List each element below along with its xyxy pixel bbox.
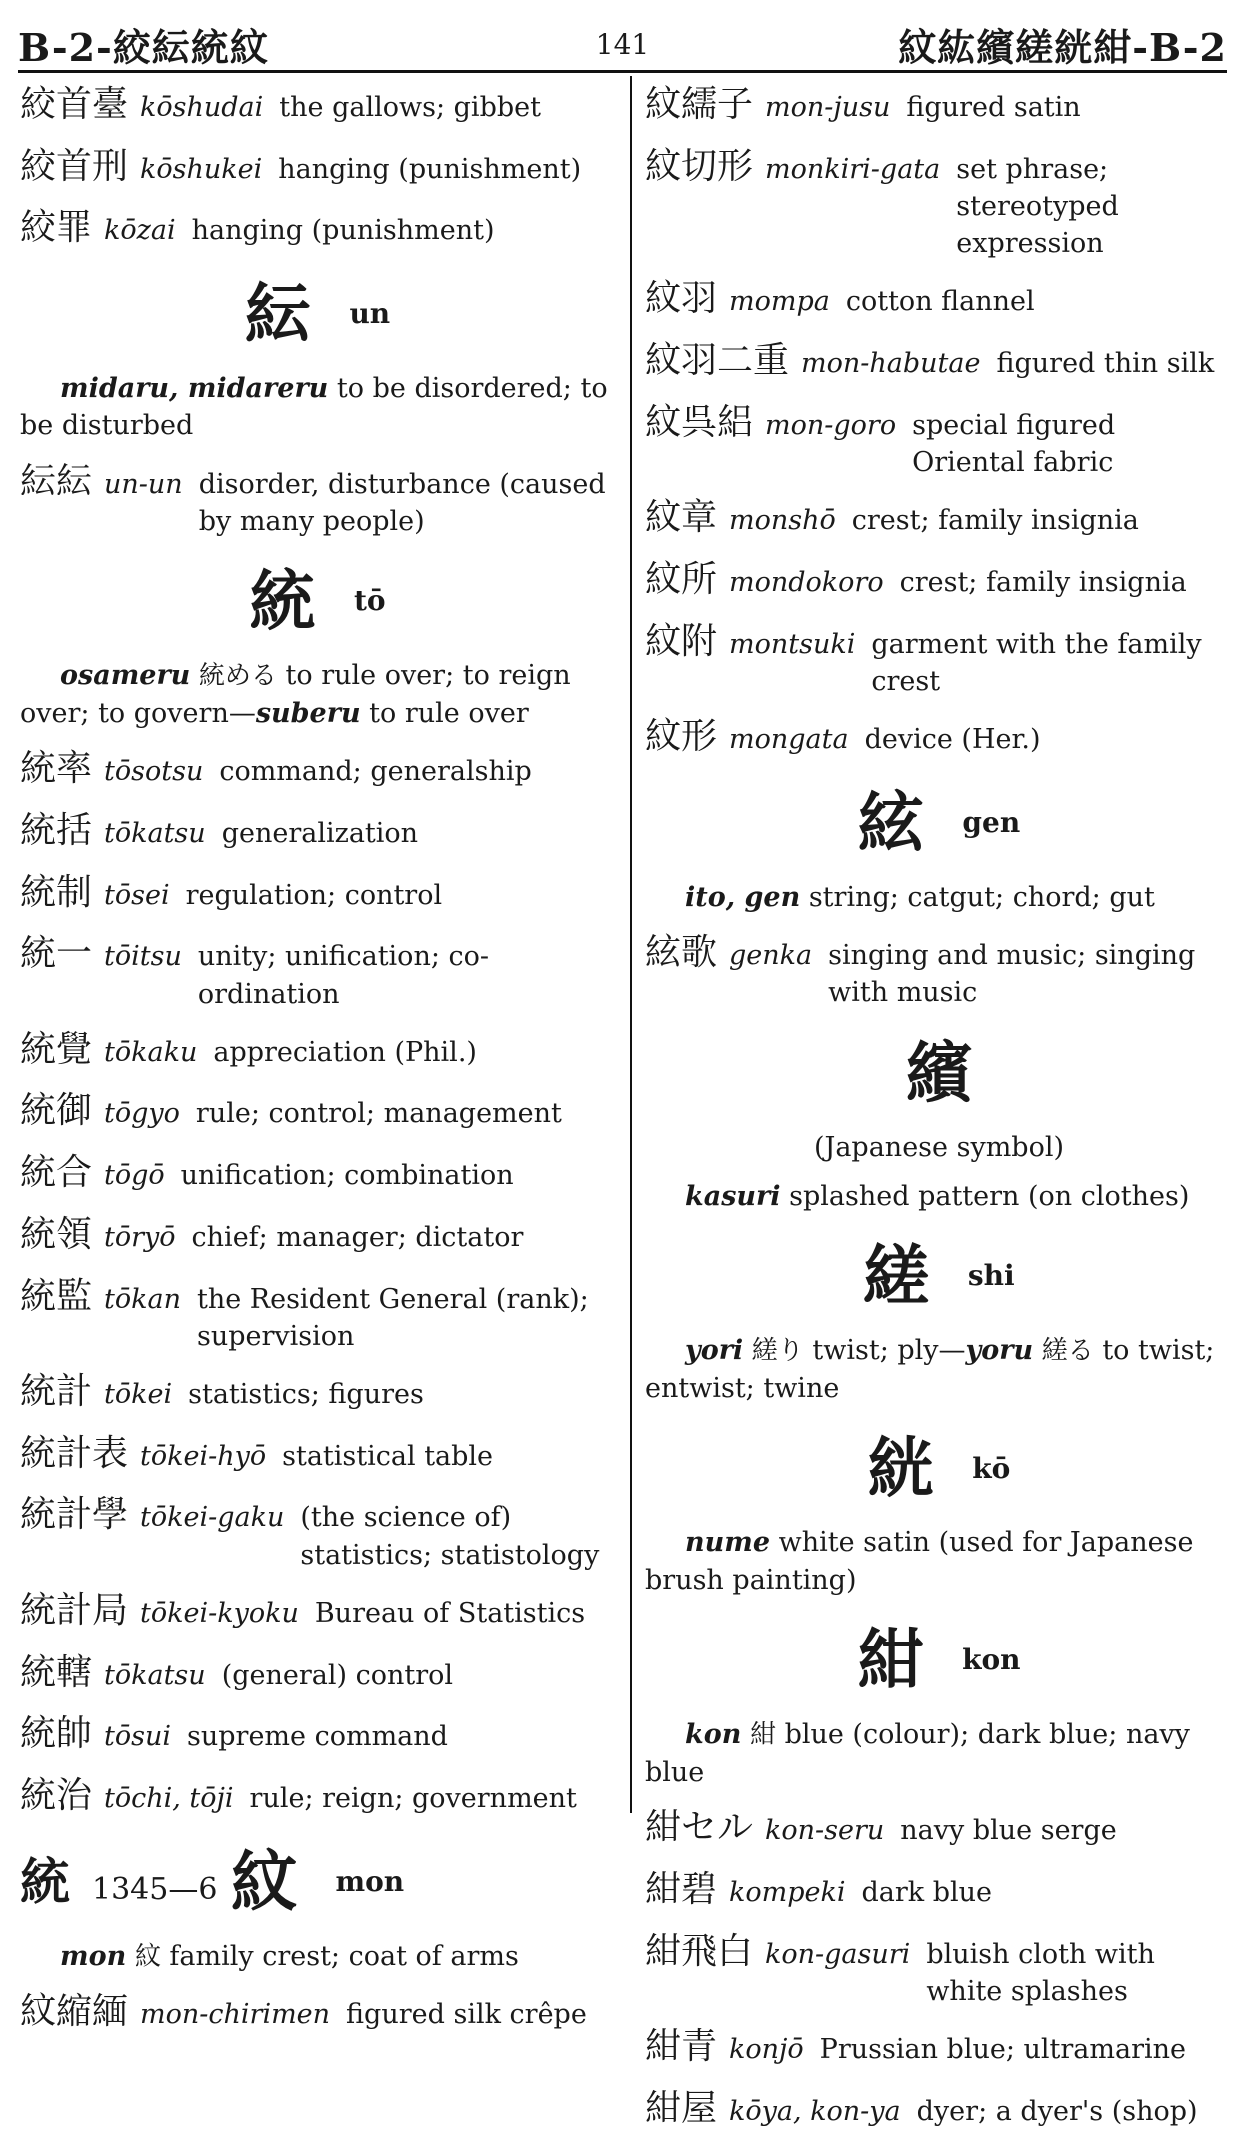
dictionary-entry [645, 274, 1233, 324]
dictionary-entry [645, 1927, 1233, 2011]
romanized-reading: tōkatsu [104, 1659, 206, 1691]
compound-term: 紋繻子 [645, 84, 754, 125]
compound-term: 紋呉絽 [645, 401, 754, 443]
head-character-gen [645, 778, 1233, 869]
kun-reading-sense [645, 1178, 1233, 1215]
sense-text: string; catgut; chord; gut [808, 881, 1155, 913]
page-footer [20, 1842, 217, 1914]
compound-term: 統計學 [20, 1494, 129, 1536]
kun-reading-kanji: 紺 [749, 1720, 776, 1751]
romanized-reading: kōshukei [140, 153, 263, 185]
dictionary-entry [20, 1648, 615, 1698]
kun-reading: nume [685, 1527, 771, 1559]
romanized-reading: mon-chirimen [140, 1999, 331, 2031]
head-romanization: kon [962, 1643, 1021, 1677]
compound-term: 紋章 [645, 497, 718, 539]
english-gloss: figured silk crêpe [346, 1999, 587, 2031]
english-gloss: rule; reign; government [249, 1782, 577, 1814]
compound-term: 紋縮緬 [20, 1991, 129, 2033]
dictionary-entry [20, 1987, 615, 2037]
sense-text: white satin (used for Japanese brush painting) [645, 1527, 1194, 1596]
entry-list-to [20, 744, 615, 1820]
kun-reading: kon [685, 1719, 742, 1751]
romanized-reading: montsuki [729, 628, 856, 660]
dictionary-entry [20, 1586, 615, 1636]
compound-term: 統合 [20, 1152, 93, 1194]
dictionary-entry [645, 617, 1233, 701]
compound-term: 絞首刑 [20, 145, 129, 187]
sense-text: to rule over; to reign over; to govern— [20, 660, 571, 730]
entry-list-mon [20, 1987, 615, 2037]
dictionary-entry [645, 80, 1233, 130]
romanized-reading: mon-goro [765, 409, 897, 441]
dictionary-entry [20, 868, 615, 918]
compound-term: 統括 [20, 809, 93, 851]
english-gloss: disorder, disturbance (caused by many people) [198, 468, 606, 537]
romanized-reading: kon-gasuri [765, 1938, 911, 1970]
dictionary-entry [645, 555, 1233, 605]
english-gloss: singing and music; singing with music [828, 940, 1196, 1009]
compound-term: 統制 [20, 871, 93, 913]
compound-term: 紺屋 [645, 2087, 718, 2129]
english-gloss: (the science of) statistics; statistology [300, 1502, 600, 1571]
dictionary-entry [20, 1771, 615, 1821]
kun-reading: ito, gen [685, 881, 801, 913]
compound-term: 統率 [20, 748, 93, 790]
dictionary-entry [645, 398, 1233, 482]
romanized-reading: tōkatsu [104, 817, 206, 849]
dictionary-entry [645, 1865, 1233, 1915]
head-romanization: mon [335, 1864, 405, 1898]
dictionary-entry [645, 336, 1233, 386]
column-divider [630, 76, 632, 1813]
dictionary-entry [20, 1490, 615, 1574]
dictionary-entry [20, 1709, 615, 1759]
english-gloss: appreciation (Phil.) [213, 1036, 477, 1068]
romanized-reading: kōya, kon-ya [729, 2095, 901, 2127]
romanized-reading: tōgyo [104, 1098, 180, 1130]
compound-term: 統覺 [20, 1028, 93, 1070]
kun-reading: mon [60, 1940, 127, 1972]
head-glyph: 絖 [867, 1430, 934, 1508]
dictionary-entry [20, 1086, 615, 1136]
romanized-reading: tōkan [104, 1283, 181, 1315]
head-romanization: shi [967, 1259, 1015, 1293]
kun-reading-alt: suberu [255, 698, 361, 730]
english-gloss: rule; control; management [195, 1098, 562, 1130]
kun-reading-kana: 縒り [751, 1336, 804, 1367]
romanized-reading: tōkei-hyō [140, 1440, 267, 1472]
head-character-shi [645, 1231, 1233, 1322]
compound-term: 統計 [20, 1371, 93, 1412]
english-gloss: hanging (punishment) [191, 215, 495, 247]
head-glyph: 紜 [244, 276, 311, 354]
compound-term: 統治 [20, 1774, 93, 1816]
english-gloss: the Resident General (rank); supervision [196, 1283, 589, 1352]
compound-term: 紋羽 [645, 278, 718, 320]
english-gloss: cotton flannel [845, 286, 1035, 318]
english-gloss: set phrase; stereotyped expression [956, 153, 1119, 260]
dictionary-entry [20, 80, 615, 130]
dictionary-entry [20, 1429, 615, 1479]
kun-reading-sense [20, 370, 615, 445]
head-character-ko [645, 1423, 1233, 1514]
symbol-note: (Japanese symbol) [813, 1131, 1065, 1163]
romanized-reading: genka [729, 940, 813, 972]
dictionary-entry [645, 142, 1233, 263]
romanized-reading: monshō [729, 505, 836, 537]
dictionary-entry [645, 493, 1233, 543]
english-gloss: device (Her.) [864, 724, 1041, 756]
kun-reading-sense [645, 1524, 1233, 1599]
dictionary-entry [20, 744, 615, 794]
romanized-reading: un-un [104, 468, 183, 500]
dictionary-entry [20, 142, 615, 192]
dictionary-entry [20, 1148, 615, 1198]
kun-reading: yori [685, 1335, 744, 1367]
dictionary-entry [645, 2084, 1233, 2134]
dictionary-entry [20, 806, 615, 856]
dictionary-entry [20, 929, 615, 1013]
page-number: 141 [595, 27, 650, 61]
english-gloss: Bureau of Statistics [314, 1597, 586, 1629]
sense-text: to be disordered; to be disturbed [20, 373, 608, 442]
sense-text: splashed pattern (on clothes) [789, 1180, 1190, 1212]
compound-term: 紋附 [645, 620, 718, 662]
dictionary-entry [20, 1367, 615, 1417]
compound-term: 統一 [20, 933, 93, 975]
dictionary-entry [645, 2022, 1233, 2072]
head-glyph: 繽 [906, 1034, 972, 1112]
kun-reading: midaru, midareru [60, 373, 329, 405]
sense-text-alt: to twist; entwist; twine [645, 1335, 1215, 1405]
compound-term: 絞罪 [20, 207, 93, 249]
english-gloss: special figured Oriental fabric [912, 409, 1116, 479]
compound-term: 紋羽二重 [645, 340, 790, 382]
kun-reading-kana-alt: 縒る [1041, 1336, 1094, 1367]
head-character-un [20, 269, 615, 360]
romanized-reading: kōshudai [140, 92, 264, 123]
english-gloss: crest; family insignia [851, 505, 1139, 537]
romanized-reading: tōryō [104, 1221, 176, 1253]
dictionary-entry [20, 1272, 615, 1356]
romanized-reading: kōzai [104, 215, 176, 247]
english-gloss: chief; manager; dictator [191, 1221, 524, 1253]
dictionary-entry [20, 1210, 615, 1260]
english-gloss: garment with the family crest [871, 628, 1202, 697]
entry-list-kou [20, 80, 615, 253]
head-character-kon [645, 1615, 1233, 1706]
head-glyph: 紋 [230, 1843, 297, 1921]
romanized-reading: mompa [729, 286, 830, 318]
compound-term: 統御 [20, 1090, 93, 1132]
compound-term: 紋所 [645, 558, 718, 600]
compound-term: 紺セル [645, 1807, 754, 1849]
entry-list-mon-cont [645, 80, 1233, 762]
kun-reading-sense [20, 657, 615, 732]
romanized-reading: konjō [729, 2034, 804, 2066]
compound-term: 統監 [20, 1275, 93, 1317]
romanized-reading: tōsui [104, 1721, 172, 1753]
english-gloss: figured satin [906, 92, 1081, 123]
footer-glyph: 統 [20, 1853, 70, 1911]
dictionary-entry [20, 203, 615, 253]
entry-list-un [20, 457, 615, 541]
page-header [18, 18, 1227, 73]
dictionary-entry [645, 928, 1233, 1012]
head-romanization: kō [972, 1451, 1011, 1485]
header-left-guide: B-2-絞紜統紋 [18, 24, 269, 70]
compound-term: 統帥 [20, 1713, 93, 1755]
romanized-reading: tōgō [104, 1160, 165, 1192]
romanized-reading: monkiri-gata [765, 153, 941, 185]
romanized-reading: tōkei-kyoku [140, 1597, 299, 1629]
romanized-reading: tōkei [104, 1379, 173, 1410]
romanized-reading: mon-jusu [765, 92, 891, 123]
compound-term: 紋切形 [645, 145, 754, 187]
right-column [645, 80, 1233, 2145]
compound-term: 絞首臺 [20, 84, 129, 125]
english-gloss: bluish cloth with white splashes [926, 1938, 1155, 2007]
romanized-reading: mondokoro [729, 566, 884, 598]
sense-text: twist; ply— [812, 1335, 966, 1367]
head-romanization: tō [353, 584, 386, 618]
kun-reading: kasuri [685, 1180, 781, 1212]
english-gloss: Prussian blue; ultramarine [819, 2034, 1186, 2066]
compound-term: 絃歌 [645, 932, 718, 974]
english-gloss: unity; unification; co-ordination [197, 941, 490, 1010]
head-glyph: 紺 [857, 1621, 924, 1699]
romanized-reading: tōsei [104, 879, 170, 911]
english-gloss: command; generalship [219, 756, 532, 788]
english-gloss: dyer; a dyer's (shop) [916, 2095, 1198, 2127]
kun-reading: osameru [60, 660, 191, 692]
entry-list-kon [645, 1803, 1233, 2133]
compound-term: 紺飛白 [645, 1930, 754, 1972]
kun-reading-sense [20, 1938, 615, 1976]
head-character-to [20, 556, 615, 647]
english-gloss: statistics; figures [188, 1379, 424, 1410]
english-gloss: (general) control [221, 1659, 454, 1691]
romanized-reading: tōsotsu [104, 756, 204, 788]
kun-reading-alt: yoru [965, 1335, 1034, 1367]
compound-term: 紺碧 [645, 1868, 718, 1910]
head-romanization: un [349, 297, 391, 331]
compound-term: 統計局 [20, 1589, 129, 1631]
kun-reading-sense [645, 1332, 1233, 1407]
dictionary-entry [645, 712, 1233, 762]
english-gloss: figured thin silk [996, 348, 1215, 380]
romanized-reading: mongata [729, 724, 849, 756]
sense-text: blue (colour); dark blue; navy blue [645, 1719, 1190, 1788]
kun-reading-kana: 統める [198, 661, 277, 692]
kun-reading-sense [645, 879, 1233, 916]
entry-list-gen [645, 928, 1233, 1012]
dictionary-entry [645, 1803, 1233, 1853]
head-glyph: 統 [249, 563, 316, 641]
head-character-kasuri [645, 1028, 1233, 1119]
compound-term: 統計表 [20, 1432, 129, 1474]
compound-term: 統轄 [20, 1651, 93, 1693]
footer-reference: 1345—6 [92, 1872, 218, 1907]
english-gloss: regulation; control [185, 879, 443, 911]
compound-term: 紺青 [645, 2026, 718, 2068]
kun-reading-sense [645, 1716, 1233, 1791]
english-gloss: unification; combination [180, 1160, 514, 1192]
english-gloss: supreme command [187, 1721, 448, 1753]
english-gloss: generalization [221, 817, 419, 849]
romanized-reading: kompeki [729, 1876, 846, 1908]
left-column [20, 80, 615, 2049]
english-gloss: crest; family insignia [899, 566, 1187, 598]
dictionary-entry [20, 1025, 615, 1075]
english-gloss: navy blue serge [900, 1815, 1117, 1847]
head-glyph: 絃 [857, 784, 924, 862]
english-gloss: the gallows; gibbet [279, 92, 541, 123]
head-glyph: 縒 [863, 1238, 930, 1316]
english-gloss: dark blue [861, 1876, 993, 1908]
romanized-reading: mon-habutae [801, 348, 981, 380]
romanized-reading: tōchi, tōji [104, 1782, 234, 1814]
compound-term: 紋形 [645, 716, 718, 758]
romanized-reading: tōkei-gaku [140, 1502, 285, 1534]
compound-term: 紜紜 [20, 460, 93, 502]
english-gloss: hanging (punishment) [278, 153, 582, 185]
english-gloss: statistical table [282, 1440, 494, 1472]
dictionary-entry [20, 457, 615, 541]
romanized-reading: tōkaku [104, 1036, 198, 1068]
header-right-guide: 紋紘繽縒絖紺-B-2 [898, 24, 1227, 70]
head-romanization: gen [962, 806, 1021, 840]
kun-reading-kanji: 紋 [134, 1941, 161, 1972]
sense-text: family crest; coat of arms [169, 1940, 519, 1972]
sense-text-alt: to rule over [369, 698, 529, 730]
romanized-reading: tōitsu [104, 941, 182, 973]
compound-term: 統領 [20, 1213, 93, 1255]
romanized-reading: kon-seru [765, 1815, 885, 1847]
